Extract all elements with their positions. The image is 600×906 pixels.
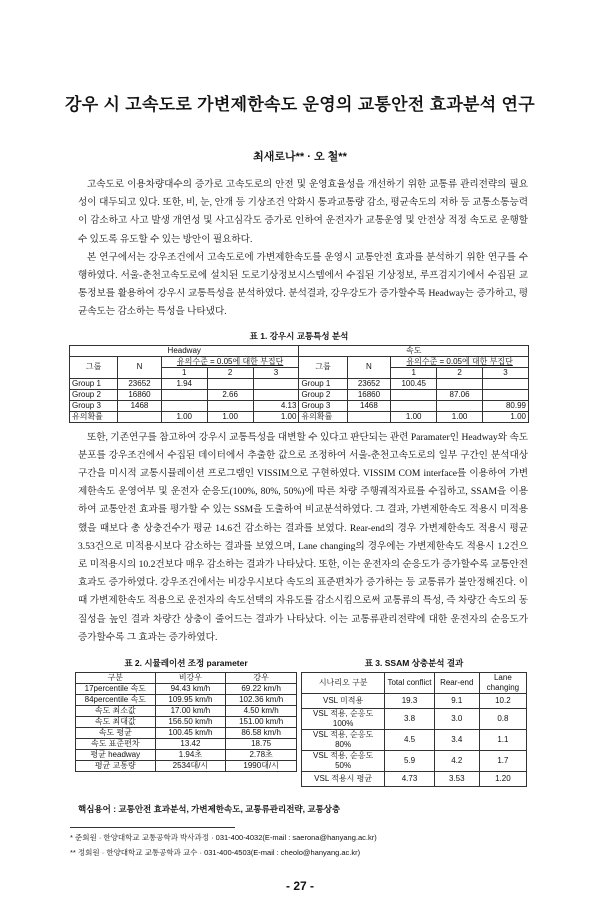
table-row [76,750,297,761]
speed-header: 속도 [299,345,529,356]
table-cell: 1.00 [437,411,483,422]
table-cell: 3.8 [385,709,435,730]
table-cell: 100.45 km/h [155,728,226,739]
table-row [76,717,297,728]
table-row [76,761,297,772]
table-cell: 속도 최대값 [76,717,156,728]
table2-block [75,657,297,772]
subset-col: 1 [391,367,437,378]
table-cell: 2.78초 [226,750,297,761]
table-row [302,772,527,787]
table-row [302,730,527,751]
table-cell [391,389,437,400]
group-header: 그룹 [70,356,118,378]
table-row [302,694,527,709]
table-cell: 1.00 [253,411,299,422]
table-cell: 4.73 [385,772,435,787]
paper-title: 강우 시 고속도로 가변제한속도 운영의 교통안전 효과분석 연구 [65,95,535,114]
tables-row [75,657,527,787]
table-row [76,728,297,739]
table-cell: Group 1 [70,378,118,389]
subset-col: 2 [207,367,253,378]
table-row [70,389,529,400]
table3-ssam-conflict-results [301,672,527,787]
table-cell: 속도 평균 [76,728,156,739]
table-cell [437,378,483,389]
subset-col: 3 [483,367,529,378]
table-row [76,684,297,695]
table3-block [301,657,527,787]
table-row [302,751,527,772]
table-row [76,695,297,706]
table-cell: 0.8 [479,709,526,730]
table-cell [483,389,529,400]
table-cell [207,378,253,389]
table-cell: 유의확률 [299,411,347,422]
table-cell [483,378,529,389]
table-cell [253,389,299,400]
column-header: 강우 [226,673,297,684]
subset-col: 1 [161,367,207,378]
table-cell: 69.22 km/h [226,684,297,695]
table-cell: 94.43 km/h [155,684,226,695]
table-cell: 1.1 [479,730,526,751]
table-cell: 156.50 km/h [155,717,226,728]
column-header: 비강우 [155,673,226,684]
subset-col: 2 [437,367,483,378]
table-cell: 23652 [347,378,391,389]
table-cell: 2534대/시 [155,761,226,772]
table-cell [391,400,437,411]
table-cell: 87.06 [437,389,483,400]
table-cell: 19.3 [385,694,435,709]
table-cell: 3.4 [434,730,479,751]
table-cell: 5.9 [385,751,435,772]
table2-caption: 표 2. 시뮬레이션 조정 parameter [124,658,248,669]
table-row [76,706,297,717]
table-cell: 1.00 [483,411,529,422]
footnote-1: * 준회원 · 한양대학교 교통공학과 박사과정 · 031-400-4032(E-mail : saerona@hanyang.ac.kr) [70,833,377,843]
column-header: Total conflict [385,673,435,694]
table-row [70,400,529,411]
table-cell: 23652 [118,378,162,389]
table-row [302,709,527,730]
table-cell: 1990대/시 [226,761,297,772]
table-cell [207,400,253,411]
table-cell: VSL 미적용 [302,694,385,709]
table-cell: 17.00 km/h [155,706,226,717]
table-cell: 속도 표준편차 [76,739,156,750]
table3-caption: 표 3. SSAM 상충분석 결과 [364,658,464,669]
table-cell: 평균 교통량 [76,761,156,772]
table-cell: VSL 적용, 순응도 50% [302,751,385,772]
subset-col: 3 [253,367,299,378]
subset-header: 유의수준 = 0.05에 대한 부집단 [161,356,299,367]
table-cell: 10.2 [479,694,526,709]
column-header: 시나리오 구분 [302,673,385,694]
page-number: - 27 - [285,879,314,894]
n-header: N [118,356,162,378]
table-cell: 1.00 [391,411,437,422]
table-cell: Group 2 [299,389,347,400]
table-cell: 17percentile 속도 [76,684,156,695]
authors: 최새로나** · 오 철** [253,151,347,163]
group-header: 그룹 [299,356,347,378]
table-cell: VSL 적용, 순응도 80% [302,730,385,751]
table-cell [118,411,162,422]
table-cell: 3.0 [434,709,479,730]
table-cell: 4.5 [385,730,435,751]
table-cell: 유의확률 [70,411,118,422]
table-cell: 1.00 [207,411,253,422]
table-cell: 84percentile 속도 [76,695,156,706]
table-cell: 2.66 [207,389,253,400]
table-cell: 18.75 [226,739,297,750]
keywords: 핵심용어 : 교통안전 효과분석, 가변제한속도, 교통류관리전략, 교통상충 [78,804,341,815]
subset-header: 유의수준 = 0.05에 대한 부집단 [391,356,529,367]
table-cell: 80.99 [483,400,529,411]
table2-simulation-parameters [75,672,297,772]
table-cell: Group 1 [299,378,347,389]
table-cell [161,400,207,411]
table-cell [437,400,483,411]
table-cell: Group 3 [299,400,347,411]
table-cell: 16860 [118,389,162,400]
table1-block [69,330,529,423]
table-cell: 4.50 km/h [226,706,297,717]
table-cell: 1.00 [161,411,207,422]
table-cell: 102.36 km/h [226,695,297,706]
table-cell: 평균 headway [76,750,156,761]
abstract-paragraph-2: 본 연구에서는 강우조건에서 고속도로에 가변제한속도를 운영시 교통안전 효과를 분석하기 위한 연구를 수행하였다. 서울-춘천고속도로에 설치된 도로기상정보시스템에서 수집된 기상정보, 루프검지기에서 수집된 교통정보를 활용하여 강우시 교통특성을 분석하였다. 분석결과, 강우강도가 증가할수록 Headway는 증가하고, 평균속도는 감소하는 특성을 나타냈다. [78,251,528,318]
table-cell: 4.2 [434,751,479,772]
table-cell: 3.53 [434,772,479,787]
table-cell: 13.42 [155,739,226,750]
table-row [70,411,529,422]
table1-caption: 표 1. 강우시 교통특성 분석 [249,330,349,341]
body-paragraph-3: 또한, 기존연구를 참고하여 강우시 교통특성을 대변할 수 있다고 판단되는 관련 Paramater인 Headway와 속도분포를 강우조건에서 수집된 데이터에서 추출한 값으로 조정하여 서울-춘천고속도로의 일부 구간인 분석대상구간을 미시적 교통시뮬레이션 프로그램인 VISSIM으로 구현하였다. VISSIM COM interface를 이용하여 가변제한속도 운영여부 및 운전자 순응도(100%, 80%, 50%)에 따른 차량 주행궤적자료를 수집하고, SSAM을 이용하여 교통안전 효과를 평가할 수 있는 SSM을 도출하여 비교분석하였다. 그 결과, 가변제한속도 적용시 미적용했을 때보다 총 상충건수가 평균 14.6건 감소하는 결과를 보였다. Rear-end의 경우 가변제한속도 적용시 평균 3.53건으로 미적용시보다 감소하는 결과를 보였으며, Lane changing의 경우에는 가변제한속도 적용시 1.2건으로 미적용시의 10.2건보다 매우 감소하는 결과가 나타났다. 또한, 이는 운전자의 순응도가 증가할수록 교통안전 효과도 증가하였다. 강우조건에서는 비강우시보다 속도의 표준편차가 증가하는 등 교통류가 불안정해진다. 이때 가변제한속도 적용으로 운전자의 속도선택의 자유도를 감소시킴으로써 교통류의 특성, 즉 차량간 속도의 동질성을 높인 결과 차량간 상충이 줄어드는 결과가 나타났다. 이는 교통류관리전략에 대한 운전자의 순응도가 증가할수록 그 효과는 증가하였다. [78,431,528,643]
footnote-divider [70,827,235,828]
table-cell: 1468 [118,400,162,411]
table-row [70,378,529,389]
table-cell: Group 2 [70,389,118,400]
abstract-paragraph-1: 고속도로 이용차량대수의 증가로 고속도로의 안전 및 운영효율성을 개선하기 위한 교통류 관리전략의 필요성이 대두되고 있다. 또한, 비, 눈, 안개 등 기상조건 악화시 통과교통량 감소, 평균속도의 저하 등 교통소통능력이 감소하고 사고 발생 개연성 및 사고심각도 증가로 인하여 운전자가 교통운영 및 안전상 적정 속도로 운행할 수 있도록 유도할 수 있는 방안이 필요하다. [78,179,528,245]
table1-traffic-characteristics [69,345,529,423]
headway-header: Headway [70,345,299,356]
table-cell [347,411,391,422]
table-cell [161,389,207,400]
table-cell: VSL 적용, 순응도 100% [302,709,385,730]
table-row [76,739,297,750]
table-cell: Group 3 [70,400,118,411]
table-cell: 4.13 [253,400,299,411]
table-cell: 1.20 [479,772,526,787]
column-header: Lane changing [479,673,526,694]
table-cell: VSL 적용시 평균 [302,772,385,787]
n-header: N [347,356,391,378]
column-header: Rear-end [434,673,479,694]
table-cell: 151.00 km/h [226,717,297,728]
table-cell: 1.94초 [155,750,226,761]
table-cell: 86.58 km/h [226,728,297,739]
table-cell: 109.95 km/h [155,695,226,706]
column-header: 구분 [76,673,156,684]
table-cell [253,378,299,389]
table-cell: 1468 [347,400,391,411]
table-cell: 100.45 [391,378,437,389]
table-cell: 속도 최소값 [76,706,156,717]
table-cell: 9.1 [434,694,479,709]
table-cell: 1.7 [479,751,526,772]
footnote-2: ** 정회원 · 한양대학교 교통공학과 교수 · 031-400-4503(E-mail : cheolo@hanyang.ac.kr) [70,848,361,858]
table-cell: 1.94 [161,378,207,389]
table-cell: 16860 [347,389,391,400]
